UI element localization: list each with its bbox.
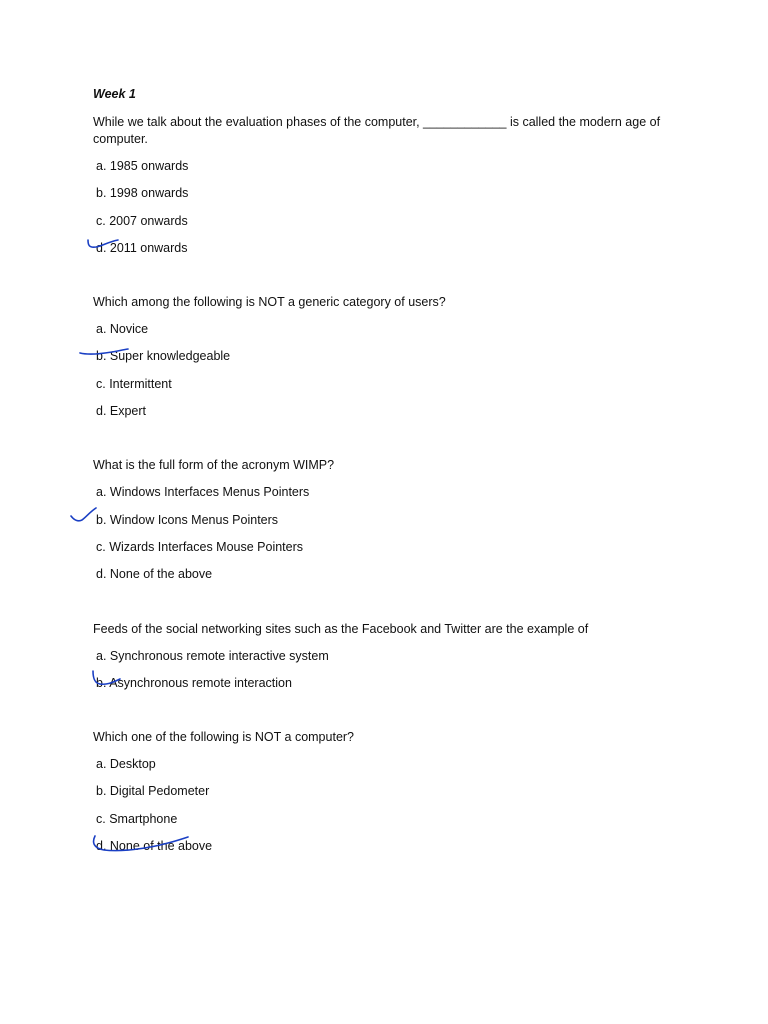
spacer xyxy=(93,702,673,729)
option-label: b. Asynchronous remote interaction xyxy=(96,675,292,690)
option-d: d. Expert xyxy=(96,404,147,419)
option-d: d. None of the above xyxy=(96,567,213,582)
option-label: d. None of the above xyxy=(96,839,213,854)
question-text: While we talk about the evaluation phases of the computer, ____________ is called the modern age of computer. xyxy=(93,115,661,146)
option-b: b. 1998 onwards xyxy=(96,186,189,201)
question-block-3 xyxy=(93,457,673,583)
document-content xyxy=(93,86,673,865)
option-a: a. 1985 onwards xyxy=(96,159,189,173)
option-c: c. Intermittent xyxy=(96,376,172,391)
question-text: Feeds of the social networking sites such as the Facebook and Twitter are the example of xyxy=(93,621,589,636)
option-b: b. Digital Pedometer xyxy=(96,784,210,799)
option-label: b. Super knowledgeable xyxy=(96,349,231,364)
question-block-5 xyxy=(93,729,673,855)
option-b xyxy=(96,348,673,365)
option-a: a. Novice xyxy=(96,322,149,337)
option-a: a. Desktop xyxy=(96,757,156,772)
question-block-1 xyxy=(93,114,673,257)
question-text: Which one of the following is NOT a computer? xyxy=(93,730,355,745)
question-block-2 xyxy=(93,294,673,420)
option-d xyxy=(96,240,673,257)
option-label: b. Window Icons Menus Pointers xyxy=(96,512,279,527)
option-c: c. Smartphone xyxy=(96,811,178,826)
page-heading: Week 1 xyxy=(93,87,136,101)
question-block-4 xyxy=(93,621,673,692)
option-d xyxy=(96,838,673,855)
spacer xyxy=(93,430,673,457)
question-text: Which among the following is NOT a generic category of users? xyxy=(93,295,446,310)
question-text: What is the full form of the acronym WIMP? xyxy=(93,458,335,473)
option-c: c. Wizards Interfaces Mouse Pointers xyxy=(96,539,304,554)
spacer xyxy=(93,267,673,294)
option-c: c. 2007 onwards xyxy=(96,213,188,228)
option-a: a. Windows Interfaces Menus Pointers xyxy=(96,485,310,500)
option-label: d. 2011 onwards xyxy=(96,240,188,255)
option-b xyxy=(96,512,673,529)
spacer xyxy=(93,594,673,621)
option-a: a. Synchronous remote interactive system xyxy=(96,648,329,663)
option-b xyxy=(96,675,673,692)
